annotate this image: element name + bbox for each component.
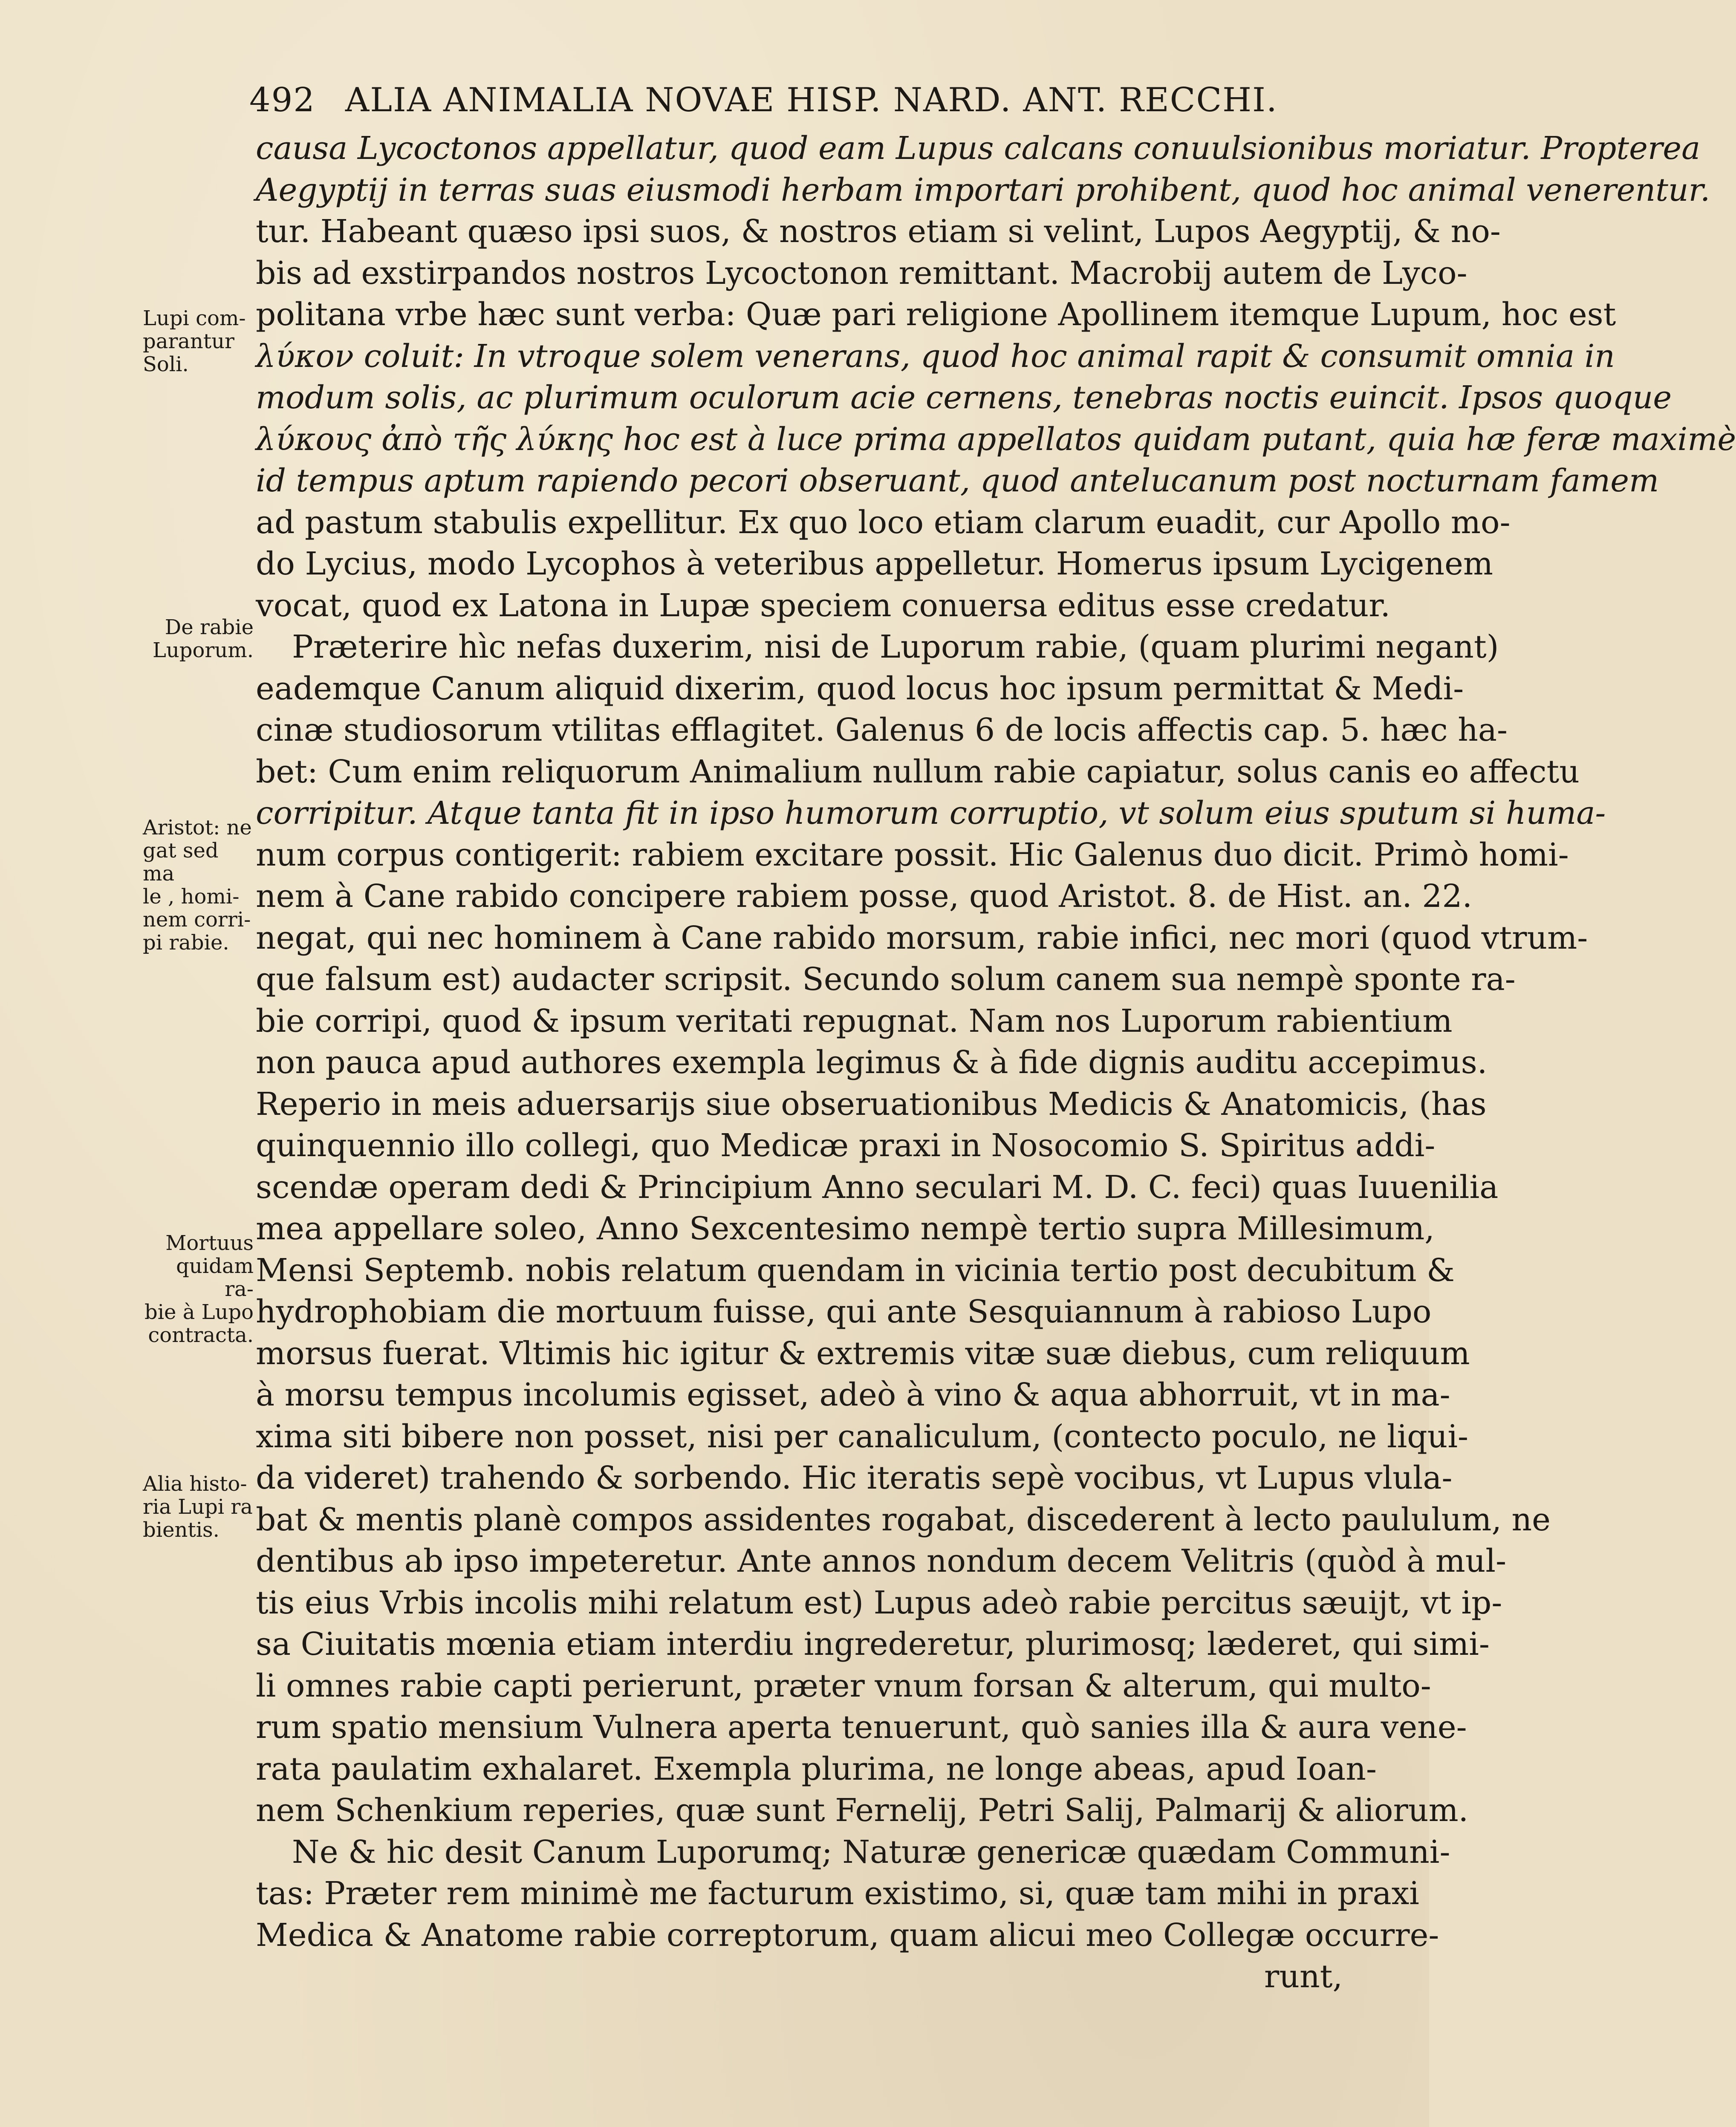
text-line: corripitur. Atque tanta fit in ipso humorum corruptio, vt solum eius sputum si huma- [256, 795, 1606, 831]
text-line: hydrophobiam die mortuum fuisse, qui ante Sesquiannum à rabioso Lupo [256, 1293, 1432, 1330]
text-line: tur. Habeant quæso ipsi suos, & nostros etiam si velint, Lupos Aegyptij, & no- [256, 213, 1501, 250]
text-line: num corpus contigerit: rabiem excitare possit. Hic Galenus duo dicit. Primò homi- [256, 836, 1569, 873]
catchword: runt, [1264, 1958, 1343, 1995]
text-line: eademque Canum aliquid dixerim, quod locus hoc ipsum permittat & Medi- [256, 670, 1464, 707]
running-header [249, 77, 1315, 124]
text-line: tas: Præter rem minimè me facturum existimo, si, quæ tam mihi in praxi [256, 1875, 1419, 1912]
text-line: Aegyptij in terras suas eiusmodi herbam importari prohibent, quod hoc animal venerentur. [256, 171, 1710, 208]
text-line: nem Schenkium reperies, quæ sunt Fernelij, Petri Salij, Palmarij & aliorum. [256, 1792, 1469, 1829]
text-line: que falsum est) audacter scripsit. Secundo solum canem sua nempè sponte ra- [256, 961, 1516, 998]
text-line: scendæ operam dedi & Principium Anno seculari M. D. C. feci) quas Iuuenilia [256, 1169, 1499, 1206]
text-line: bet: Cum enim reliquorum Animalium nullum rabie capiatur, solus canis eo affectu [256, 753, 1580, 790]
text-line: do Lycius, modo Lycophos à veteribus appelletur. Homerus ipsum Lycigenem [256, 545, 1493, 582]
margin-note: Aristot: ne gat sed ma le , homi- nem corri- pi rabie. [143, 816, 252, 955]
text-line: quinquennio illo collegi, quo Medicæ praxi in Nosocomio S. Spiritus addi- [256, 1127, 1436, 1164]
text-line: rata paulatim exhalaret. Exempla plurima, ne longe abeas, apud Ioan- [256, 1750, 1377, 1787]
text-line: non pauca apud authores exempla legimus & à fide dignis auditu accepimus. [256, 1044, 1488, 1081]
text-line: modum solis, ac plurimum oculorum acie cernens, tenebras noctis euincit. Ipsos quoque [256, 379, 1672, 416]
margin-note: De rabie Luporum. [152, 615, 254, 662]
text-line: id tempus aptum rapiendo pecori obseruant, quod antelucanum post nocturnam famem [256, 462, 1659, 499]
margin-note: Lupi com- parantur Soli. [143, 306, 246, 376]
text-line: sa Ciuitatis mœnia etiam interdiu ingrederetur, plurimosq; læderet, qui simi- [256, 1626, 1490, 1662]
text-line: Ne & hic desit Canum Luporumq; Naturæ genericæ quædam Communi- [292, 1833, 1450, 1870]
text-line: bis ad exstirpandos nostros Lycoctonon remittant. Macrobij autem de Lyco- [256, 254, 1467, 291]
text-line: li omnes rabie capti perierunt, præter vnum forsan & alterum, qui multo- [256, 1667, 1431, 1704]
text-line: negat, qui nec hominem à Cane rabido morsum, rabie infici, nec mori (quod vtrum- [256, 919, 1588, 956]
text-line: λύκους ἀπὸ τῆς λύκης hoc est à luce prima appellatos quidam putant, quia hæ feræ maximè [256, 421, 1736, 458]
text-line: nem à Cane rabido concipere rabiem posse, quod Aristot. 8. de Hist. an. 22. [256, 878, 1473, 915]
text-line: dentibus ab ipso impeteretur. Ante annos nondum decem Velitris (quòd à mul- [256, 1543, 1507, 1579]
page-number: 492 [249, 81, 315, 119]
text-line: Medica & Anatome rabie correptorum, quam alicui meo Collegæ occurre- [256, 1916, 1439, 1954]
text-line: ad pastum stabulis expellitur. Ex quo loco etiam clarum euadit, cur Apollo mo- [256, 504, 1511, 541]
text-line: bat & mentis planè compos assidentes rogabat, discederent à lecto paululum, ne [256, 1501, 1551, 1538]
text-line: cinæ studiosorum vtilitas efflagitet. Galenus 6 de locis affectis cap. 5. hæc ha- [256, 712, 1508, 748]
text-line: Præterire hìc nefas duxerim, nisi de Luporum rabie, (quam plurimi negant) [292, 629, 1499, 665]
text-line: Reperio in meis aduersarijs siue obseruationibus Medicis & Anatomicis, (has [256, 1085, 1487, 1123]
margin-note: Alia histo- ria Lupi ra bientis. [143, 1472, 253, 1542]
text-line: tis eius Vrbis incolis mihi relatum est) Lupus adeò rabie percitus sæuijt, vt ip- [256, 1584, 1502, 1621]
text-line: xima siti bibere non posset, nisi per canaliculum, (contecto poculo, ne liqui- [256, 1418, 1468, 1455]
text-line: Mensi Septemb. nobis relatum quendam in vicinia tertio post decubitum & [256, 1252, 1455, 1289]
text-line: bie corripi, quod & ipsum veritati repugnat. Nam nos Luporum rabientium [256, 1002, 1453, 1039]
text-line: causa Lycoctonos appellatur, quod eam Lupus calcans conuulsionibus moriatur. Propterea [256, 130, 1701, 167]
text-line: vocat, quod ex Latona in Lupæ speciem conuersa editus esse credatur. [256, 587, 1391, 624]
margin-note: Mortuus quidam ra- bie à Lupo contracta. [144, 1231, 254, 1347]
text-line: rum spatio mensium Vulnera aperta tenuerunt, quò sanies illa & aura vene- [256, 1709, 1467, 1746]
main-text-block [256, 128, 1736, 1995]
text-line: morsus fuerat. Vltimis hic igitur & extremis vitæ suæ diebus, cum reliquum [256, 1335, 1470, 1372]
running-title: ALIA ANIMALIA NOVAE HISP. NARD. ANT. RECCHI. [345, 81, 1278, 119]
text-line: politana vrbe hæc sunt verba: Quæ pari religione Apollinem itemque Lupum, hoc est [256, 296, 1616, 333]
text-line: da videret) trahendo & sorbendo. Hic iteratis sepè vocibus, vt Lupus vlula- [256, 1460, 1453, 1496]
text-line: à morsu tempus incolumis egisset, adeò à vino & aqua abhorruit, vt in ma- [256, 1377, 1450, 1413]
text-line: λύκον coluit: In vtroque solem venerans, quod hoc animal rapit & consumit omnia in [256, 338, 1615, 375]
text-line: mea appellare soleo, Anno Sexcentesimo nempè tertio supra Millesimum, [256, 1210, 1435, 1247]
